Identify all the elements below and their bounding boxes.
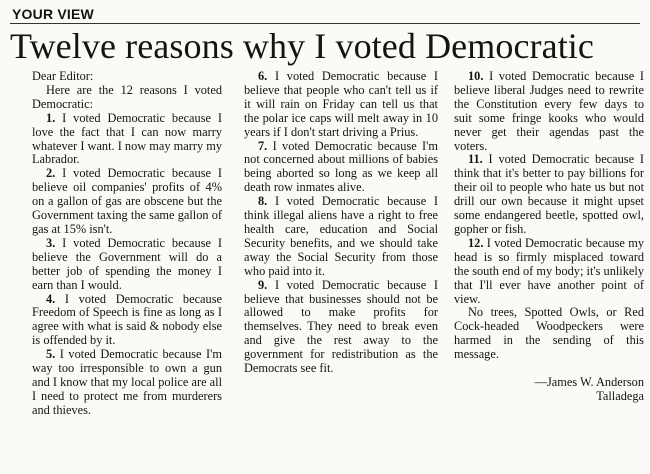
section-rule bbox=[10, 23, 640, 24]
reason-4: 4. I voted Democratic because Freedom of Speech is fine as long as I agree with what is said & nobody else is offended by it. bbox=[32, 291, 222, 348]
signature-block bbox=[454, 376, 644, 404]
reason-2: 2. I voted Democratic because I believe oil companies' profits of 4% on a gallon of gas are obscene but the Government taxing the same gallon of gas at 15% isn't. bbox=[32, 166, 222, 236]
reason-10: 10. I voted Democratic because I believe liberal Judges need to rewrite the Constitution every few days to suit some fringe kooks who would never get their agendas past the voters. bbox=[454, 69, 644, 153]
column-2 bbox=[244, 70, 438, 376]
reason-9: 9. I voted Democratic because I believe that businesses should not be allowed to make profits for themselves. They need to break even and give the rest away to the government for redistribution as the Democrats see fit. bbox=[244, 277, 439, 376]
letter-body bbox=[10, 68, 644, 460]
section-label: YOUR VIEW bbox=[12, 6, 94, 22]
column-3 bbox=[454, 70, 644, 404]
reason-1: 1. I voted Democratic because I love the fact that I can now marry whatever I want. I now may marry my Labrador. bbox=[32, 110, 222, 167]
reason-12: 12. I voted Democratic because my head is so firmly misplaced toward the south end of my body; it's unlikely that I'll ever have another point of view. bbox=[454, 235, 644, 306]
headline: Twelve reasons why I voted Democratic bbox=[10, 26, 594, 66]
reason-7: 7. I voted Democratic because I'm not concerned about millions of babies being aborted so long as we keep all death row inmates alive. bbox=[244, 138, 438, 195]
reason-3: 3. I voted Democratic because I believe the Government will do a better job of spending the money I earn than I would. bbox=[32, 235, 222, 292]
closing-note: No trees, Spotted Owls, or Red Cock-headed Woodpeckers were harmed in the sending of this message. bbox=[454, 305, 644, 362]
reason-8: 8. I voted Democratic because I think illegal aliens have a right to free health care, education and Social Security benefits, and we should take away the Social Security from those who paid into it. bbox=[244, 194, 439, 278]
reason-6: 6. I voted Democratic because I believe that people who can't tell us if it will rain on Friday can tell us that the polar ice caps will melt away in 10 years if I don't start driving a Prius. bbox=[244, 69, 439, 139]
reason-11: 11. I voted Democratic because I think that it's better to pay billions for their oil to people who hate us but not drill our own because it might upset some endangered beetle, spotted owl, gopher or fish. bbox=[454, 152, 644, 236]
signature-name: —James W. Anderson bbox=[534, 375, 644, 390]
signature-location: Talladega bbox=[596, 388, 644, 403]
salutation: Dear Editor: bbox=[32, 69, 94, 83]
column-1 bbox=[32, 70, 222, 418]
reason-5: 5. I voted Democratic because I'm way too irresponsible to own a gun and I know that my local police are all I need to protect me from murderers and thieves. bbox=[32, 347, 222, 417]
intro: Here are the 12 reasons I voted Democratic: bbox=[32, 82, 222, 111]
